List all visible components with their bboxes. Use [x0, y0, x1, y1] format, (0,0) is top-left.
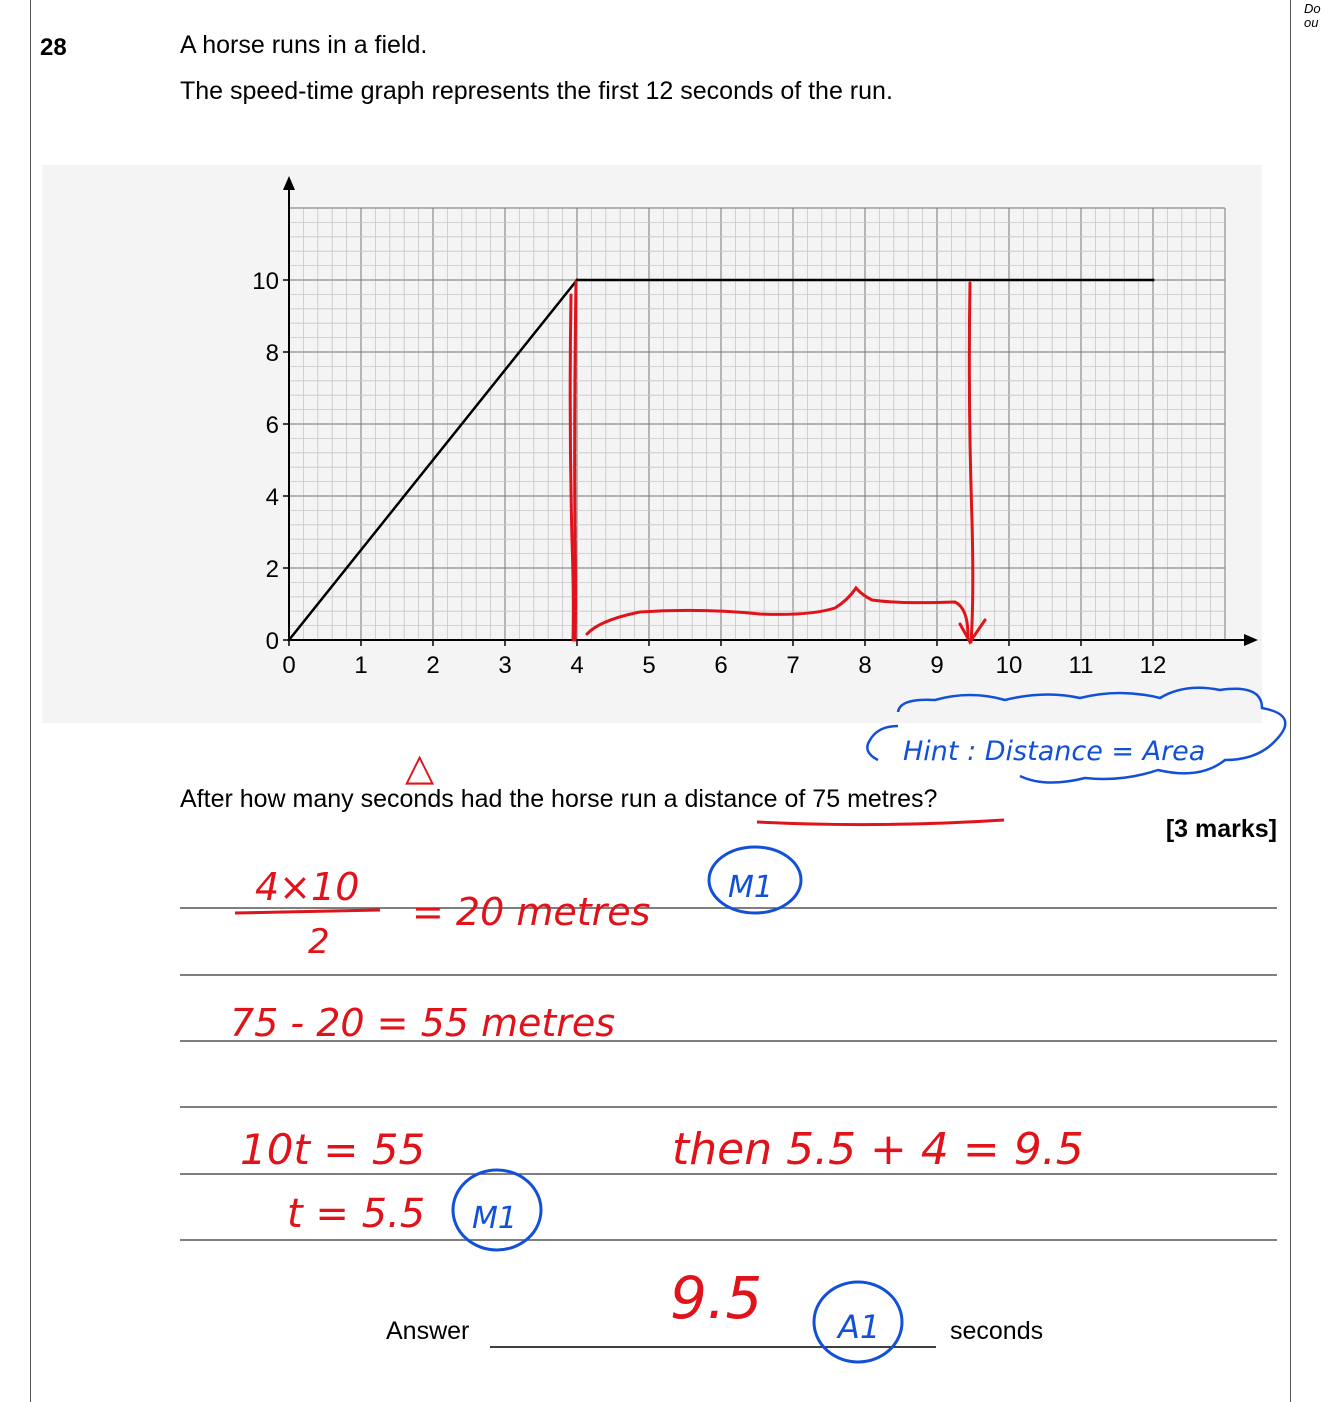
step1-numerator: 4×10 [255, 865, 360, 909]
y-tick-label: 6 [265, 412, 279, 439]
x-tick-label: 2 [426, 652, 440, 679]
y-tick-label: 0 [265, 628, 279, 655]
y-tick-label: 4 [265, 484, 279, 511]
x-tick-label: 6 [714, 652, 728, 679]
x-tick-label: 5 [642, 652, 656, 679]
handwritten-working [230, 865, 1084, 1332]
x-tick-label: 4 [570, 652, 584, 679]
y-tick-label: 8 [265, 340, 279, 367]
intro-text: A horse runs in a field. [180, 31, 428, 59]
step4-working: then 5.5 + 4 = 9.5 [672, 1124, 1084, 1175]
y-tick-label: 2 [265, 556, 279, 583]
answer-value: 9.5 [670, 1264, 763, 1332]
step3a-working: 10t = 55 [240, 1125, 426, 1174]
margin-note: Do ou [1304, 1, 1321, 30]
series-point [1152, 279, 1155, 282]
x-tick-label: 7 [786, 652, 800, 679]
intro-text-graph: The speed-time graph represents the first 12 seconds of the run. [180, 77, 893, 105]
mark-m1-first: M1 [728, 870, 773, 905]
x-tick-label: 0 [282, 652, 296, 679]
x-tick-label: 10 [995, 652, 1023, 679]
triangle-mark-icon: △ [405, 745, 435, 789]
series-point [288, 639, 291, 642]
y-tick-label: 10 [252, 268, 279, 295]
question-number: 28 [40, 34, 67, 61]
mark-a1: A1 [838, 1308, 881, 1346]
question-text: After how many seconds had the horse run a distance of 75 metres? [180, 785, 938, 813]
step1-result: = 20 metres [412, 890, 651, 934]
x-tick-label: 8 [858, 652, 872, 679]
answer-unit: seconds [950, 1317, 1044, 1345]
marks-label: [3 marks] [1165, 815, 1277, 843]
x-tick-label: 11 [1068, 652, 1094, 679]
question-underline [757, 820, 1004, 825]
x-tick-label: 9 [930, 652, 944, 679]
x-tick-label: 1 [354, 652, 368, 679]
step2-working: 75 - 20 = 55 metres [230, 1001, 616, 1045]
step3b-working: t = 5.5 [287, 1191, 426, 1237]
step1-denominator: 2 [308, 922, 330, 962]
x-tick-label: 3 [498, 652, 512, 679]
mark-m1-second: M1 [472, 1201, 517, 1236]
x-tick-label: 12 [1139, 652, 1167, 679]
answer-label: Answer [386, 1317, 470, 1345]
hint-text: Hint : Distance = Area [903, 736, 1206, 767]
